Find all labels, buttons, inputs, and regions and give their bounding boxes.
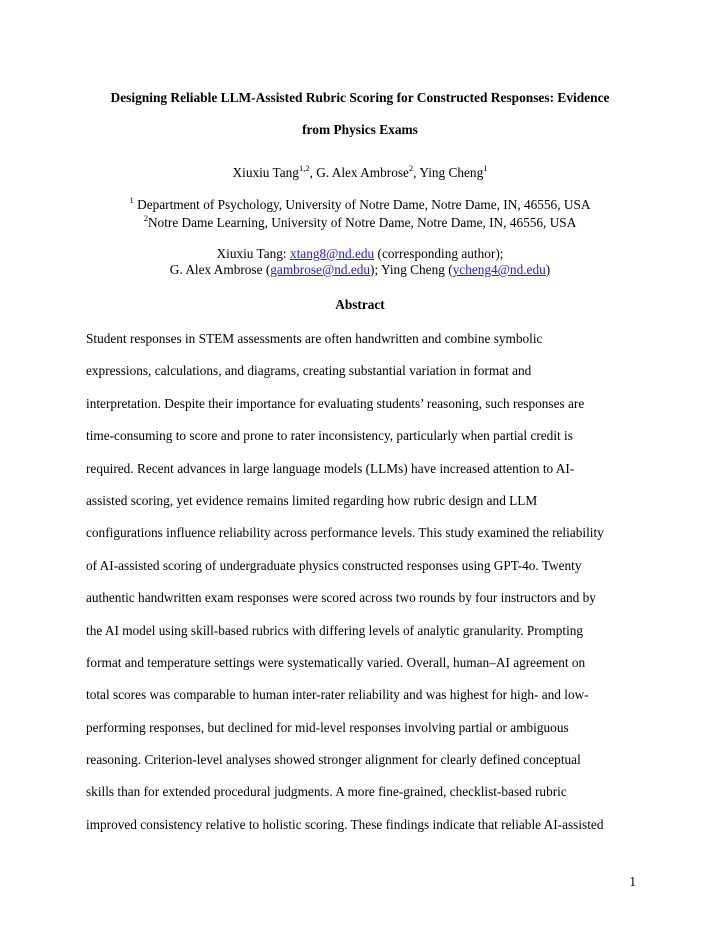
- title-line-1: Designing Reliable LLM-Assisted Rubric Scoring for Constructed Responses: Evidence: [110, 90, 610, 105]
- abstract-line: performing responses, but declined for mid-level responses involving partial or ambiguous: [86, 719, 569, 735]
- contact-label: G. Alex Ambrose (: [169, 262, 271, 277]
- author-name: G. Alex Ambrose: [316, 165, 409, 180]
- abstract-line: expressions, calculations, and diagrams, creating substantial variation in format and: [86, 363, 532, 379]
- email-link-xtang[interactable]: xtang8@nd.edu: [289, 246, 375, 261]
- affiliation-list: [0, 196, 720, 232]
- abstract-line: assisted scoring, yet evidence remains limited regarding how rubric design and LLM: [86, 492, 538, 508]
- author-affiliation-mark: 1,2: [298, 162, 310, 173]
- contact-label: Xiuxiu Tang:: [216, 246, 290, 261]
- abstract-line: authentic handwritten exam responses were scored across two rounds by four instructors and by: [86, 590, 596, 606]
- affiliation-line: [0, 214, 720, 232]
- author-affiliation-mark: 1: [483, 162, 488, 173]
- paper-title: [60, 82, 660, 146]
- author-name: Xiuxiu Tang: [232, 165, 299, 180]
- affiliation-mark: 1: [129, 194, 134, 205]
- contact-line-1: [0, 246, 720, 262]
- abstract-line: interpretation. Despite their importance for evaluating students’ reasoning, such responses are: [86, 395, 585, 411]
- abstract-body: [86, 323, 642, 841]
- affiliation-text: Department of Psychology, University of Notre Dame, Notre Dame, IN, 46556, USA: [133, 197, 591, 212]
- title-line-2: from Physics Exams: [302, 122, 418, 137]
- contact-note: (corresponding author);: [374, 246, 504, 261]
- abstract-line: Student responses in STEM assessments are often handwritten and combine symbolic: [86, 331, 543, 346]
- abstract-line: configurations influence reliability across performance levels. This study examined the reliability: [86, 525, 604, 541]
- affiliation-mark: 2: [143, 212, 148, 223]
- email-link-ycheng[interactable]: ycheng4@nd.edu: [452, 262, 546, 277]
- author-list: [0, 164, 720, 182]
- contact-note: ): [545, 262, 551, 277]
- abstract-line: reasoning. Criterion-level analyses showed stronger alignment for clearly defined conceptual: [86, 752, 581, 768]
- page-number: 1: [629, 874, 636, 889]
- abstract-line: of AI-assisted scoring of undergraduate physics constructed responses using GPT-4o. Twenty: [86, 557, 582, 573]
- affiliation-line: [0, 196, 720, 214]
- affiliation-text: Notre Dame Learning, University of Notre Dame, Notre Dame, IN, 46556, USA: [147, 215, 577, 230]
- abstract-line: required. Recent advances in large language models (LLMs) have increased attention to AI-: [86, 460, 575, 476]
- author-name: Ying Cheng: [419, 165, 484, 180]
- email-link-gambrose[interactable]: gambrose@nd.edu: [270, 262, 371, 277]
- author-separator: ,: [413, 165, 420, 180]
- abstract-heading: Abstract: [335, 297, 385, 312]
- abstract-line: format and temperature settings were systematically varied. Overall, human–AI agreement on: [86, 654, 586, 670]
- contact-label: ); Ying Cheng (: [370, 262, 453, 277]
- contact-line-2: [0, 262, 720, 278]
- abstract-line: the AI model using skill-based rubrics with differing levels of analytic granularity. Prompting: [86, 622, 584, 638]
- author-affiliation-mark: 2: [408, 162, 414, 173]
- abstract-line: total scores was comparable to human inter-rater reliability and was highest for high- and low-: [86, 687, 589, 703]
- author-separator: ,: [309, 165, 317, 180]
- abstract-line: skills than for extended procedural judgments. A more fine-grained, checklist-based rubric: [86, 784, 567, 800]
- abstract-line: improved consistency relative to holistic scoring. These findings indicate that reliable AI-assisted: [86, 816, 604, 832]
- contact-block: [0, 246, 720, 278]
- abstract-line: time-consuming to score and prone to rater inconsistency, particularly when partial credit is: [86, 428, 573, 444]
